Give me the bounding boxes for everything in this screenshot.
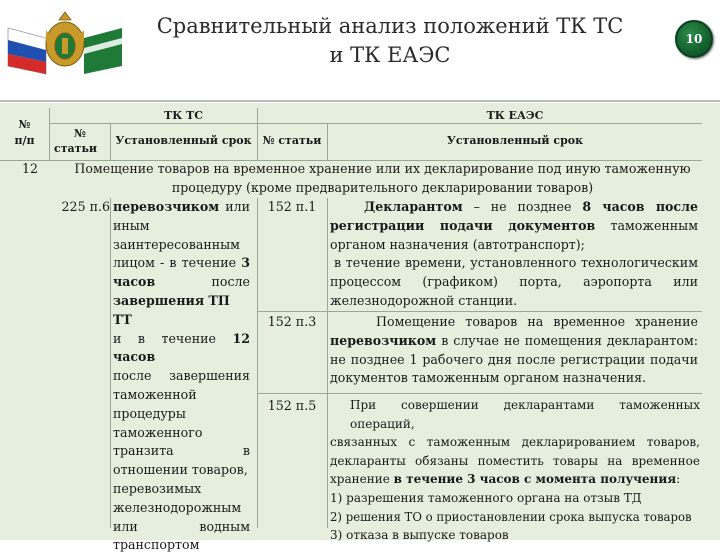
ts-line: железнодорожным [113,499,242,515]
comparison-table [0,103,720,553]
col-header-deadline-ts: Установленный срок [115,134,252,147]
eaes-hours: в течение 3 часов с момента получения [393,472,677,487]
eaes-hours: 8 часов после [582,199,698,214]
ts-hours-word: часов [113,274,156,290]
ts-line [113,330,250,368]
ts-text: лицом - в течение [113,255,237,271]
row-number: 12 [21,161,39,176]
ts-line [113,198,250,217]
header-divider [0,100,720,102]
eaes-line: не позднее 1 рабочего дня после регистрации подачи [330,351,698,367]
col-header-number [0,117,49,149]
ts-carrier: перевозчиком [113,199,220,214]
col-header-tk-ts: ТК ТС [164,109,203,122]
divider [327,198,328,528]
eaes-line [330,198,698,217]
eaes-article-1: 152 п.1 [267,199,317,214]
eaes-deadline-3 [330,396,700,545]
col-header-deadline-eaes: Установленный срок [446,134,584,147]
eaes-text: в случае не помещения декларантом: [441,332,698,348]
eaes-line: связанных с таможенным декларированием товаров, [330,435,700,450]
eaes-line: декларанты обязаны поместить товары на временное [330,453,700,468]
divider [50,123,702,124]
customs-emblem-icon [6,8,124,78]
col-header-article-ts [50,126,110,156]
divider [257,198,258,528]
ts-line: таможенного [113,424,203,440]
eaes-colon: : [676,472,681,487]
title-line-2: и ТК ЕАЭС [329,43,451,67]
col-header-number-top: № [18,118,31,131]
ts-line: отношении товаров, [113,462,248,478]
eaes-line: железнодорожной станции. [330,292,518,308]
eaes-line [330,217,698,236]
eaes-line: Помещение товаров на временное хранение [376,314,698,329]
row-title [60,160,705,198]
eaes-carrier: перевозчиком [330,332,437,348]
ts-text: после [113,368,152,384]
page-title [150,12,630,70]
eaes-line: 3) отказа в выпуске товаров [330,528,509,543]
col-header-number-bottom: п/п [14,134,35,147]
ts-line [113,273,250,292]
ts-deadline-text [113,198,250,555]
col-header-article-eaes: № статьи [262,134,322,147]
eaes-article-2: 152 п.3 [267,314,317,329]
eaes-line: При совершении декларантами таможенных операций, [350,398,700,431]
eaes-deadline-1 [330,198,698,311]
eaes-line: 1) разрешения таможенного органа на отзыв ТД [330,490,642,505]
eaes-line [330,470,700,489]
ts-article: 225 п.6 [61,199,110,214]
ts-line: завершения ТП ТТ [113,292,230,327]
divider [110,198,111,528]
ts-line: таможенной [113,386,197,402]
ts-text: или [113,518,138,534]
divider [257,393,702,394]
ts-hours: 12 часов [113,330,250,365]
ts-line: транспортом [113,537,200,553]
eaes-text: таможенным [610,217,698,233]
ts-line: иным [113,217,150,233]
eaes-text: – не позднее [473,199,572,214]
col-header-article-ts-bottom: статьи [54,142,98,155]
ts-text: и в течение [113,330,216,346]
row-title-line-2: процедуру (кроме предварительного декларировании товаров) [171,179,594,195]
ts-line [113,442,250,461]
col-header-tk-eaes: ТК ЕАЭС [486,109,544,122]
eaes-registration: регистрации подачи документов [330,217,596,233]
eaes-deadline-2 [330,313,698,388]
page-number-badge: 10 [675,20,713,58]
ts-line: процедуры [113,405,186,421]
ts-text: транзита [113,443,174,459]
col-header-article-ts-top: № [74,127,86,140]
ts-text: завершения [169,368,250,384]
slide-header [0,0,720,100]
eaes-line: процессом (графиком) порта, аэропорта или [330,274,698,290]
eaes-article-3: 152 п.5 [267,398,317,413]
eaes-line [330,332,698,351]
ts-text: или [225,199,250,214]
ts-line [113,254,250,273]
eaes-line: 2) решения ТО о приостановлении срока выпуска товаров [330,509,692,524]
ts-text: в [242,443,250,459]
eaes-text: хранение [330,472,390,487]
eaes-declarant: Декларантом [364,199,463,214]
ts-text: после [211,274,250,290]
ts-line: перевозимых [113,480,202,496]
ts-line: заинтересованным [113,236,240,252]
ts-hours: 3 [241,255,250,271]
eaes-line: в течение времени, установленного технологическим [334,255,698,271]
ts-line [113,367,250,386]
divider [257,311,702,312]
eaes-line: документов таможенным органом назначения. [330,370,647,386]
row-title-line-1: Помещение товаров на временное хранение или их декларирование под иную таможенную [74,161,691,176]
title-line-1: Сравнительный анализ положений ТК ТС [156,14,624,38]
ts-line [113,518,250,537]
ts-text: водным [199,518,250,534]
eaes-line: органом назначения (автотранспорт); [330,236,585,252]
